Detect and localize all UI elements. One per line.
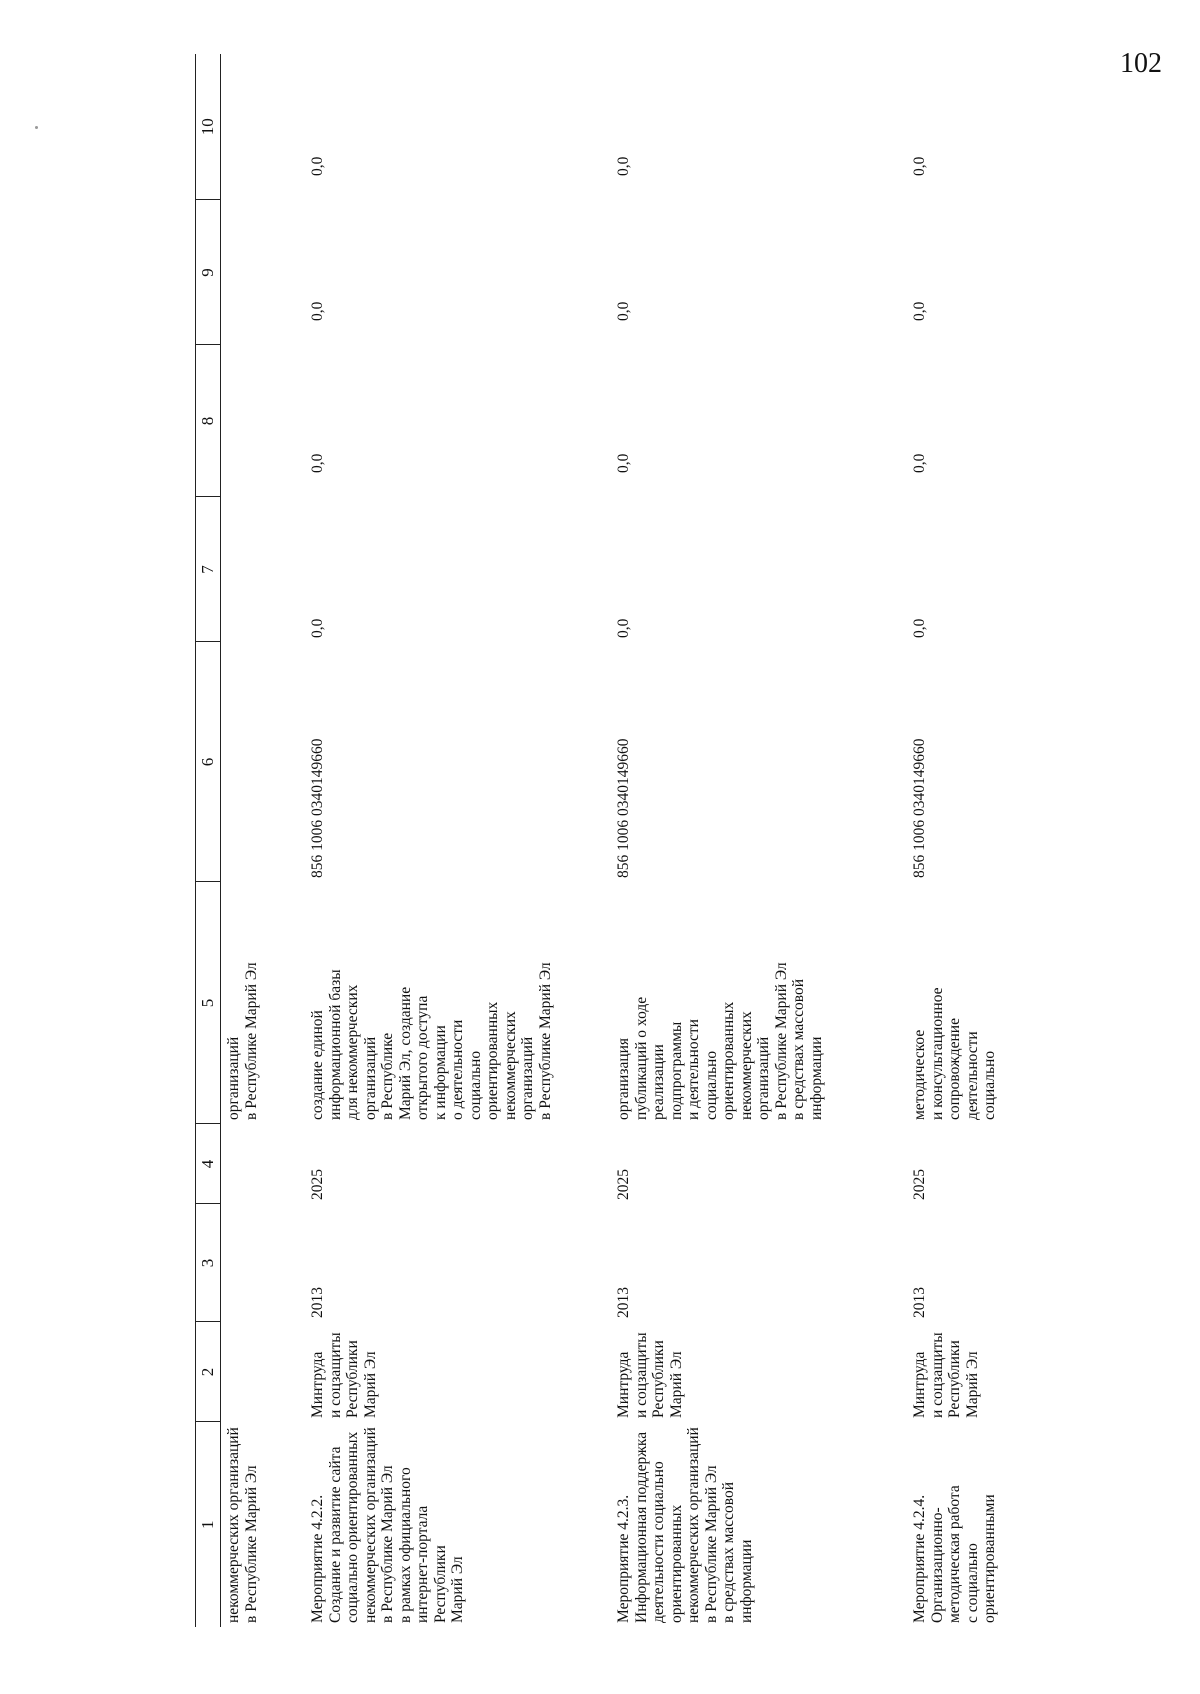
end-year-cell: 2025 (309, 1169, 326, 1200)
executor-cell: Минтруда и соцзащиты Республики Марий Эл (615, 1332, 685, 1418)
result-cell: создание единой информационной базы для некоммерческих организаций в Республике Марий Эл, создание открытого доступа к информации о деятельности социально ориентированных некоммерческих организаций в Республике Марий Эл (309, 962, 554, 1120)
budget-code-cell: 856 1006 0340149660 (615, 738, 632, 878)
column-header: 9 (196, 200, 221, 345)
column-header: 8 (196, 345, 221, 497)
start-year-cell: 2013 (615, 1287, 632, 1318)
amount-cell: 0,0 (309, 453, 326, 473)
column-header: 10 (196, 54, 221, 200)
text-line: в Республике Марий Эл (242, 1465, 260, 1623)
measure-name-cell: Мероприятие 4.2.2. Создание и развитие сайта социально ориентированных некоммерческих организаций в Республике Марий Эл в рамках официального интернет-портала Республики Марий Эл (309, 1427, 466, 1623)
end-year-cell: 2025 (615, 1169, 632, 1200)
end-year-cell: 2025 (911, 1169, 928, 1200)
amount-cell: 0,0 (309, 156, 326, 176)
page-number: 102 (1120, 48, 1162, 79)
amount-cell: 0,0 (615, 453, 632, 473)
executor-cell: Минтруда и соцзащиты Республики Марий Эл (911, 1332, 981, 1418)
table-row (303, 54, 609, 1627)
text-line: в Республике Марий Эл (242, 962, 260, 1120)
result-cell: методическое и консультационное сопровождение деятельности социально (911, 987, 998, 1120)
amount-cell: 0,0 (615, 301, 632, 321)
amount-cell: 0,0 (615, 618, 632, 638)
measure-name-cell (221, 1422, 304, 1627)
result-cell: организация публикаций о ходе реализации подпрограммы и деятельности социально ориентированных некоммерческих организаций в Республике Марий Эл в средствах массовой информации (615, 962, 825, 1120)
column-header: 1 (196, 1422, 221, 1627)
budget-code-cell: 856 1006 0340149660 (911, 738, 928, 878)
table-row (905, 54, 1121, 1627)
measures-table (195, 54, 1121, 1627)
column-header: 6 (196, 642, 221, 882)
text-line: организаций (225, 1036, 242, 1120)
scan-speck (35, 126, 38, 129)
amount-cell: 0,0 (911, 453, 928, 473)
column-number-header (196, 54, 221, 1627)
table-row-continuation (221, 54, 304, 1627)
amount-cell: 0,0 (911, 156, 928, 176)
amount-cell: 0,0 (911, 618, 928, 638)
result-cell (221, 882, 304, 1124)
amount-cell: 0,0 (309, 301, 326, 321)
table-row (609, 54, 905, 1627)
start-year-cell: 2013 (309, 1287, 326, 1318)
column-header: 3 (196, 1204, 221, 1322)
amount-cell: 0,0 (309, 618, 326, 638)
text-line: некоммерческих организаций (225, 1427, 242, 1623)
measure-name-cell: Мероприятие 4.2.3. Информационная поддержка деятельности социально ориентированных некоммерческих организаций в Республике Марий Эл в средствах массовой информации (615, 1427, 755, 1623)
column-header: 2 (196, 1322, 221, 1422)
amount-cell: 0,0 (615, 156, 632, 176)
column-header: 7 (196, 497, 221, 642)
amount-cell: 0,0 (911, 301, 928, 321)
executor-cell: Минтруда и соцзащиты Республики Марий Эл (309, 1332, 379, 1418)
column-header: 5 (196, 882, 221, 1124)
column-header: 4 (196, 1124, 221, 1204)
start-year-cell: 2013 (911, 1287, 928, 1318)
budget-code-cell: 856 1006 0340149660 (309, 738, 326, 878)
measure-name-cell: Мероприятие 4.2.4. Организационно- методическая работа с социально ориентированными (911, 1485, 998, 1623)
